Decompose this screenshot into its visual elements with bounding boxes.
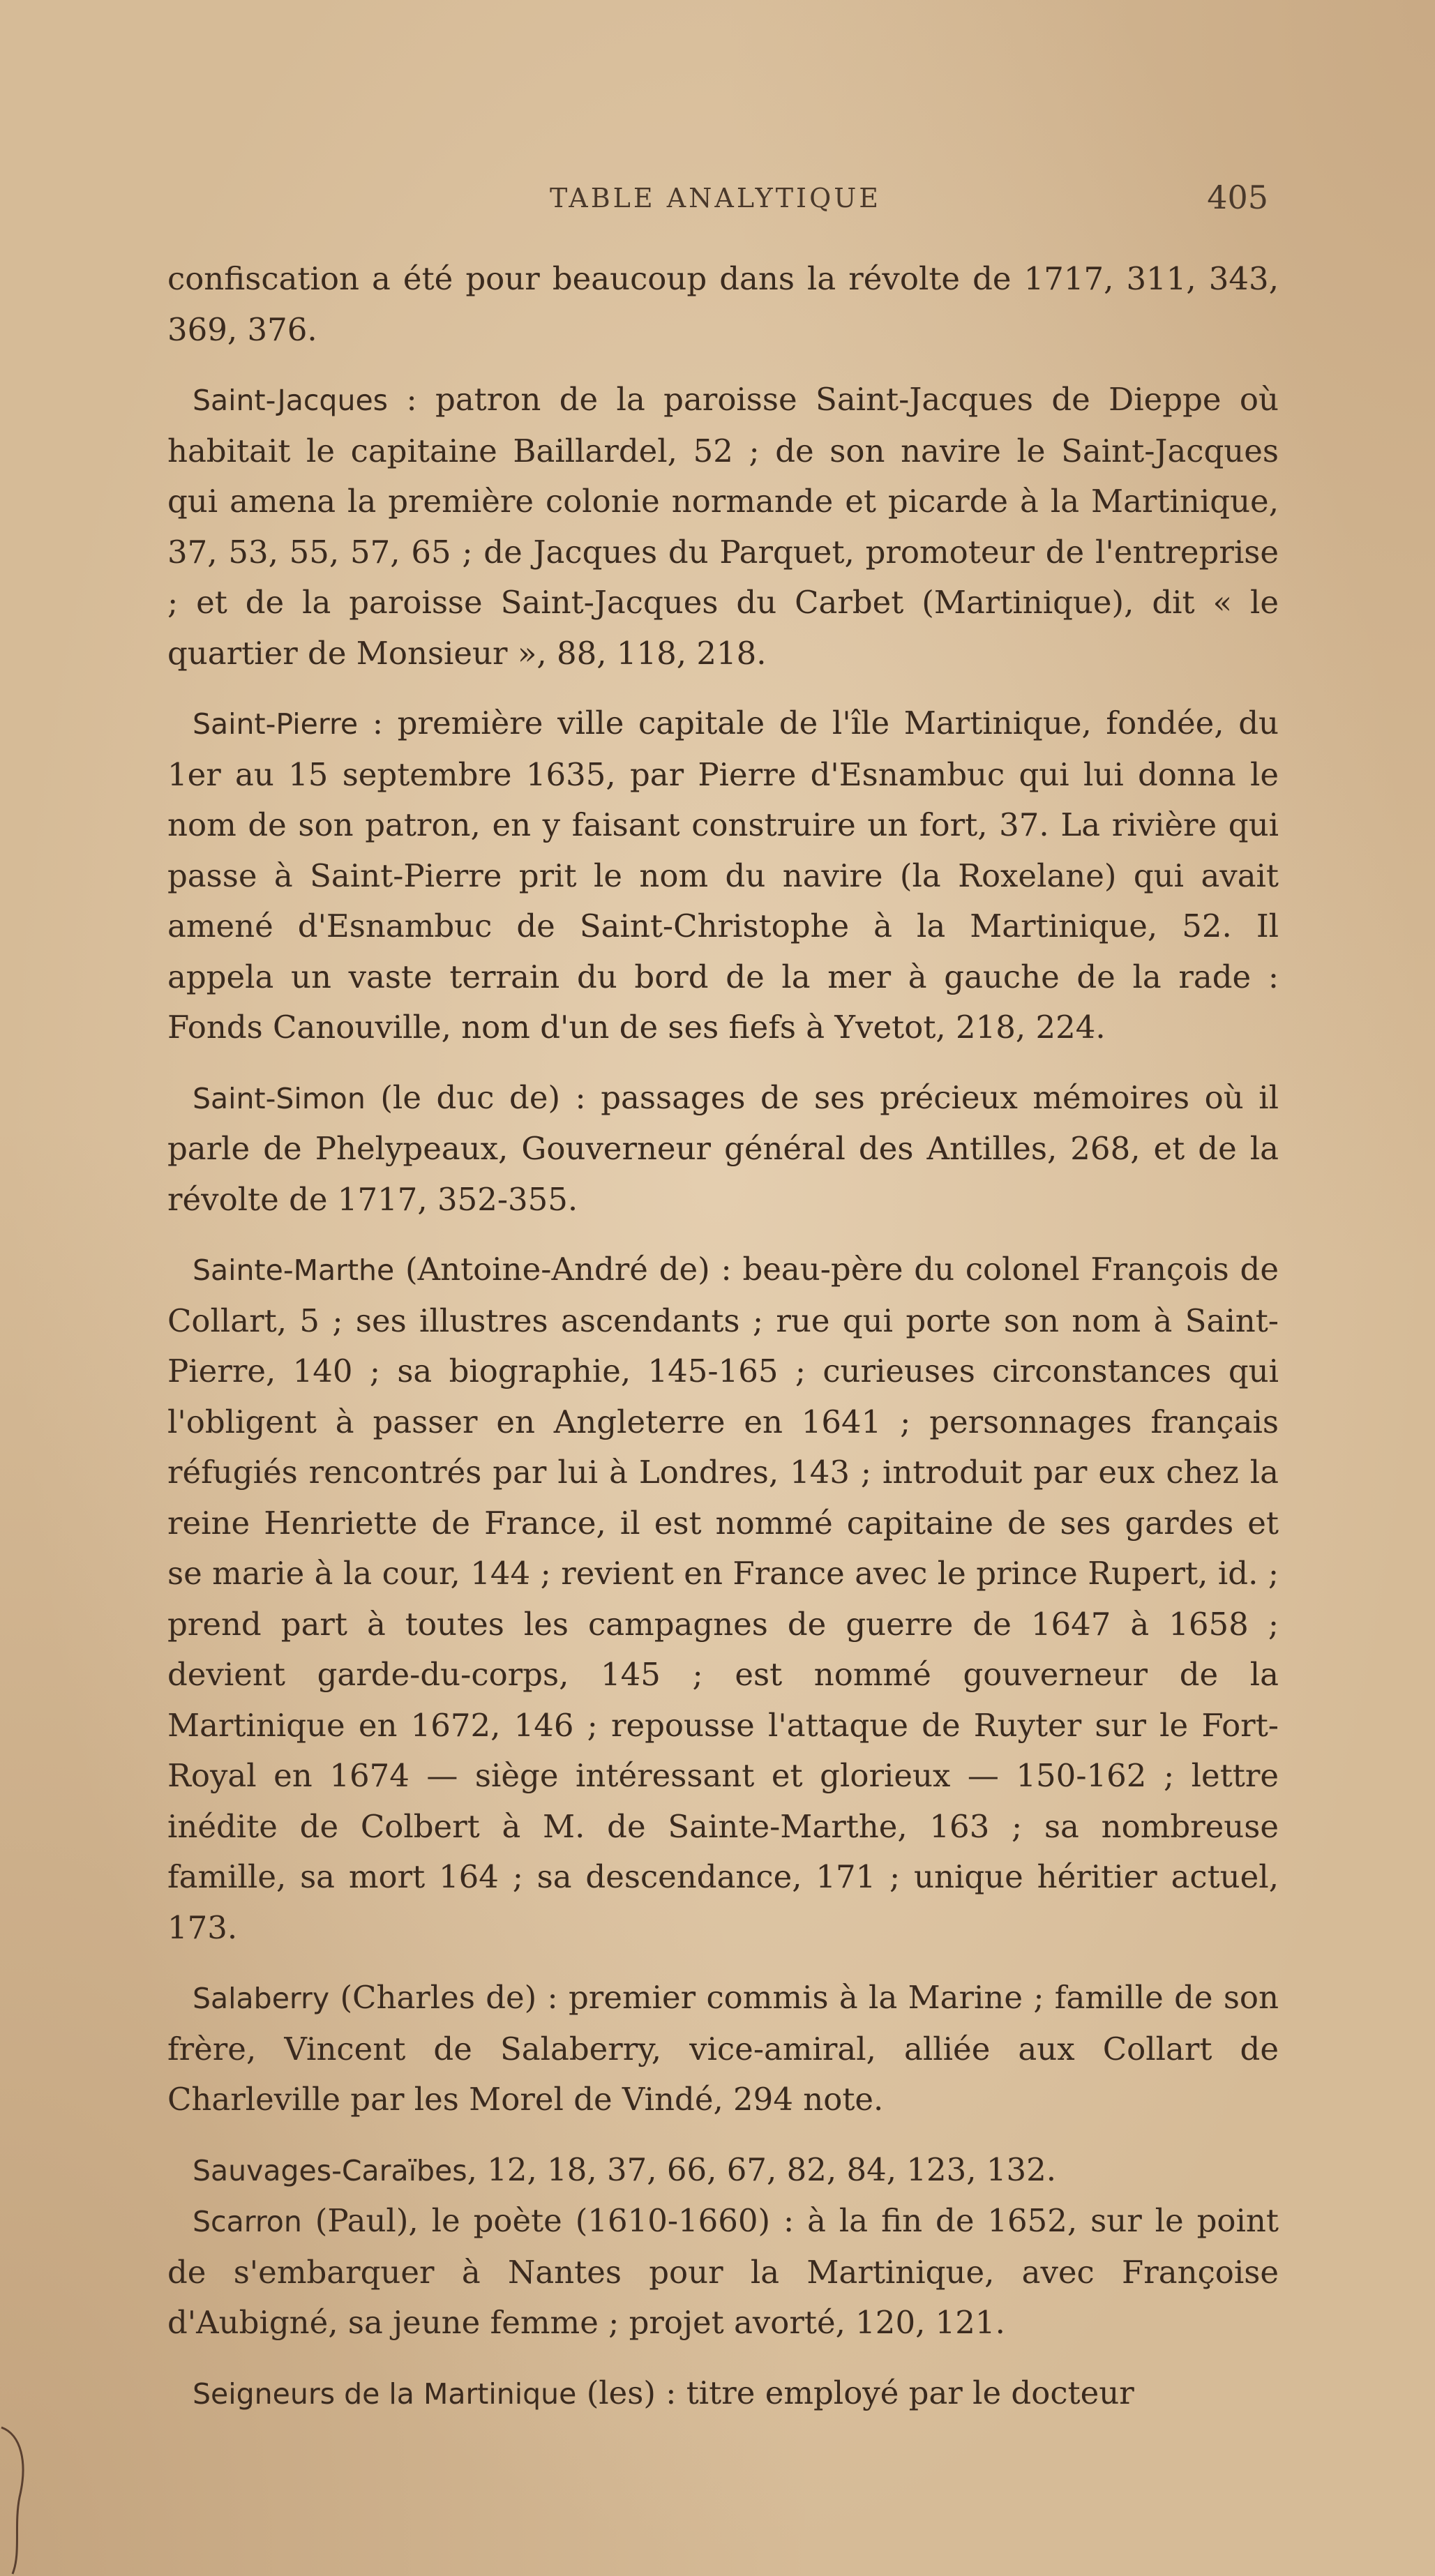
entry-head: Saint-Pierre bbox=[193, 707, 359, 741]
entry-text: confiscation a été pour beaucoup dans la révolte de 1717, 311, 343, 369, 376. bbox=[167, 260, 1279, 348]
running-head bbox=[167, 179, 1268, 225]
entry-text: (les) : titre employé par le docteur bbox=[576, 2374, 1134, 2411]
entry-head: Sainte-Marthe bbox=[193, 1253, 395, 1287]
index-entry-saint-jacques bbox=[167, 375, 1279, 679]
index-entry-saint-pierre bbox=[167, 698, 1279, 1053]
running-title: TABLE ANALYTIQUE bbox=[550, 183, 881, 213]
entry-text: : patron de la paroisse Saint-Jacques de Dieppe où habitait le capitaine Baillardel, 52 ; de son navire le Saint-Jacques qui amena la première colonie normande et picarde à la Martinique, 37, 53, 55, 57, 65 ; de Jacques du Parquet, promoteur de l'entreprise ; et de la paroisse Saint-Jacques du Carbet (Martinique), dit « le quartier de Monsieur », 88, 118, 218. bbox=[167, 381, 1279, 672]
entry-head: Scarron bbox=[193, 2205, 302, 2238]
index-entry-seigneurs bbox=[167, 2368, 1279, 2420]
index-entry-sauvages-caraibes bbox=[167, 2145, 1279, 2197]
entry-head: Saint-Jacques bbox=[193, 384, 389, 417]
index-text bbox=[167, 254, 1279, 2439]
entry-text: (Charles de) : premier commis à la Marine ; famille de son frère, Vincent de Salaberry, vice-amiral, alliée aux Collart de Charleville par les Morel de Vindé, 294 note. bbox=[167, 1979, 1279, 2118]
entry-text: (le duc de) : passages de ses précieux mémoires où il parle de Phelypeaux, Gouverneur général des Antilles, 268, et de la révolte de 1717, 352-355. bbox=[167, 1078, 1279, 1218]
index-entry-saint-simon bbox=[167, 1073, 1279, 1226]
entry-head: Saint-Simon bbox=[193, 1081, 366, 1115]
entry-text: (Paul), le poète (1610-1660) : à la fin de 1652, sur le point de s'embarquer à Nantes pour la Martinique, avec Françoise d'Aubigné, sa jeune femme ; projet avorté, 120, 121. bbox=[167, 2202, 1279, 2341]
binding-edge-mark bbox=[0, 2420, 49, 2576]
page-number: 405 bbox=[1207, 179, 1268, 216]
index-entry-continued bbox=[167, 254, 1279, 355]
entry-head: Seigneurs de la Martinique bbox=[193, 2377, 577, 2411]
entry-text: (Antoine-André de) : beau-père du colonel François de Collart, 5 ; ses illustres ascendants ; rue qui porte son nom à Saint-Pierre, 140 ; sa biographie, 145-165 ; curieuses circonstances qui l'obligent à passer en Angleterre en 1641 ; personnages français réfugiés rencontrés par lui à Londres, 143 ; introduit par eux chez la reine Henriette de France, il est nommé capitaine de ses gardes et se marie à la cour, 144 ; revient en France avec le prince Rupert, id. ; prend part à toutes les campagnes de guerre de 1647 à 1658 ; devient garde-du-corps, 145 ; est nommé gouverneur de la Martinique en 1672, 146 ; repousse l'attaque de Ruyter sur le Fort-Royal en 1674 — siège intéressant et glorieux — 150-162 ; lettre inédite de Colbert à M. de Sainte-Marthe, 163 ; sa nombreuse famille, sa mort 164 ; sa descendance, 171 ; unique héritier actuel, 173. bbox=[167, 1251, 1279, 1946]
index-entry-salaberry bbox=[167, 1973, 1279, 2125]
entry-head: Salaberry bbox=[193, 1982, 330, 2015]
index-entry-scarron bbox=[167, 2196, 1279, 2349]
entry-text: , 12, 18, 37, 66, 67, 82, 84, 123, 132. bbox=[467, 2151, 1057, 2188]
entry-text: : première ville capitale de l'île Martinique, fondée, du 1er au 15 septembre 1635, par Pierre d'Esnambuc qui lui donna le nom de son patron, en y faisant construire un fort, 37. La rivière qui passe à Saint-Pierre prit le nom du navire (la Roxelane) qui avait amené d'Esnambuc de Saint-Christophe à la Martinique, 52. Il appela un vaste terrain du bord de la mer à gauche de la rade : Fonds Canouville, nom d'un de ses fiefs à Yvetot, 218, 224. bbox=[167, 705, 1279, 1046]
entry-head: Sauvages-Caraïbes bbox=[193, 2153, 467, 2187]
index-entry-sainte-marthe bbox=[167, 1244, 1279, 1953]
